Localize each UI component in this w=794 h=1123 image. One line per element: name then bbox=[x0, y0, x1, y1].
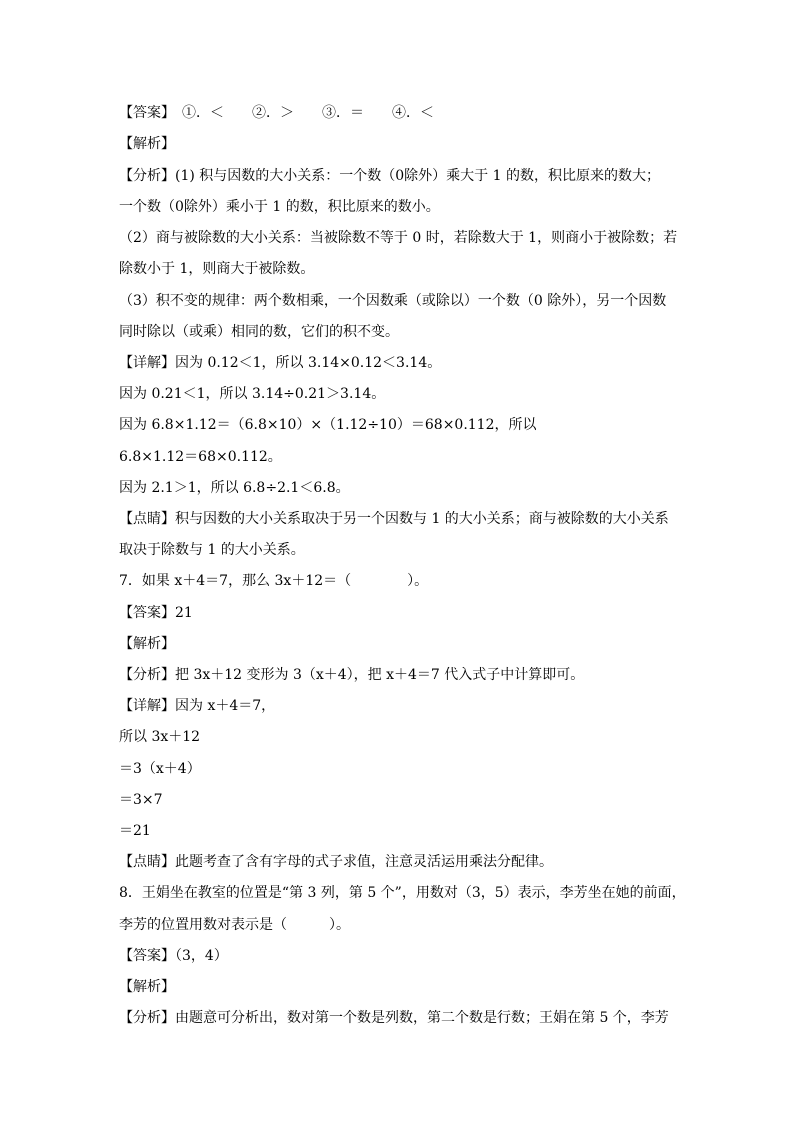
analysis-line-6: 同时除以（或乘）相同的数，它们的积不变。 bbox=[119, 324, 399, 340]
analysis-heading-q6: 【解析】 bbox=[119, 136, 175, 152]
analysis-line-1: 【分析】(1) 积与因数的大小关系：一个数（0除外）乘大于 1 的数，积比原来的数大； bbox=[119, 168, 660, 184]
question-7: 7．如果 x＋4＝7，那么 3x＋12＝（ ）。 bbox=[119, 573, 429, 589]
detail-line-4: 6.8×1.12＝68×0.112。 bbox=[119, 449, 282, 465]
detail-line-q7-1: 【详解】因为 x＋4＝7， bbox=[119, 698, 276, 714]
detail-line-q7-2: 所以 3x＋12 bbox=[119, 729, 201, 745]
detail-line-q7-3: ＝3（x＋4） bbox=[119, 761, 201, 777]
analysis-line-4: 除数小于 1，则商大于被除数。 bbox=[119, 261, 315, 277]
answer-line-q8: 【答案】（3，4） bbox=[119, 948, 228, 964]
analysis-line-3: （2）商与被除数的大小关系：当被除数不等于 0 时，若除数大于 1，则商小于被除数；若 bbox=[119, 230, 678, 246]
analysis-line-q8: 【分析】由题意可分析出，数对第一个数是列数，第二个数是行数；王娟在第 5 个，李芳 bbox=[119, 1010, 669, 1026]
answer-line-q6: 【答案】 ①．＜ ②．＞ ③．＝ ④．＜ bbox=[119, 105, 434, 121]
detail-line-q7-5: ＝21 bbox=[119, 823, 151, 839]
analysis-line-2: 一个数（0除外）乘小于 1 的数，积比原来的数小。 bbox=[119, 199, 440, 215]
analysis-heading-q8: 【解析】 bbox=[119, 979, 175, 995]
comment-line-q7: 【点睛】此题考查了含有字母的式子求值，注意灵活运用乘法分配律。 bbox=[119, 854, 553, 870]
analysis-heading-q7: 【解析】 bbox=[119, 636, 175, 652]
comment-line-1: 【点睛】积与因数的大小关系取决于另一个因数与 1 的大小关系；商与被除数的大小关系 bbox=[119, 511, 669, 527]
detail-line-3: 因为 6.8×1.12＝（6.8×10）×（1.12÷10）＝68×0.112，所以 bbox=[119, 417, 537, 433]
detail-line-1: 【详解】因为 0.12＜1，所以 3.14×0.12＜3.14。 bbox=[119, 355, 442, 371]
detail-line-q7-4: ＝3×7 bbox=[119, 792, 163, 808]
analysis-line-q7: 【分析】把 3x＋12 变形为 3（x＋4），把 x＋4＝7 代入式子中计算即可。 bbox=[119, 667, 585, 683]
analysis-line-5: （3）积不变的规律：两个数相乘，一个因数乘（或除以）一个数（0 除外），另一个因数 bbox=[119, 293, 667, 309]
question-8-line-2: 李芳的位置用数对表示是（ ）。 bbox=[119, 917, 350, 933]
detail-line-5: 因为 2.1＞1，所以 6.8÷2.1＜6.8。 bbox=[119, 480, 350, 496]
question-8-line-1: 8．王娟坐在教室的位置是“第 3 列，第 5 个”，用数对（3，5）表示，李芳坐在她的前面， bbox=[119, 885, 686, 901]
comment-line-2: 取决于除数与 1 的大小关系。 bbox=[119, 542, 305, 558]
detail-line-2: 因为 0.21＜1，所以 3.14÷0.21＞3.14。 bbox=[119, 386, 386, 402]
answer-line-q7: 【答案】21 bbox=[119, 605, 193, 621]
